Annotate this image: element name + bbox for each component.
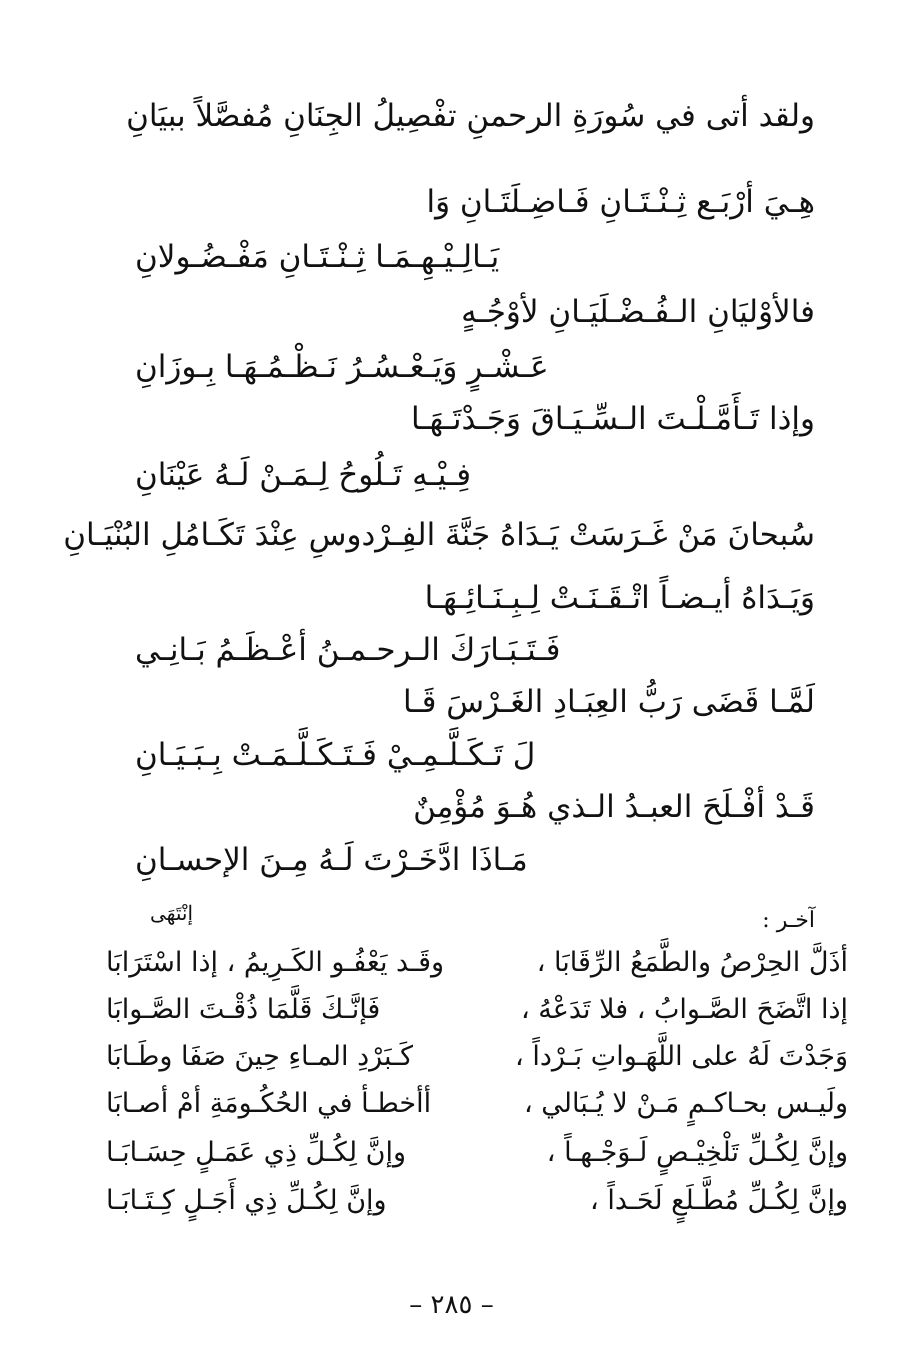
couplet-second-hemistich: فَإنَّـكَ قَلَّمَا ذُقْـتَ الصَّـوابَا <box>106 994 381 1025</box>
couplet-second-hemistich: وقَـد يَعْفُـو الكَـرِيمُ ، إذا اسْتَرَابَا <box>106 947 445 978</box>
poem2-line-6: مَـاذَا ادَّخَـرْتَ لَـهُ مِـنَ الإحسـانِ <box>135 842 528 878</box>
poem-line-2: يَـالِـيْـهِـمَـا ثِـنْـتَـانِ مَفْـضُـولانِ <box>135 239 500 275</box>
couplet-first-hemistich: إذا اتَّضَحَ الصَّـوابُ ، فلا تَدَعْهُ ، <box>520 994 848 1025</box>
other-poem-label: آخـر : <box>762 908 815 933</box>
poem2-line-1: وَيَـدَاهُ أيـضـاً اتْـقَـنَـتْ لِـبِـنَـائِـهَـا <box>424 580 815 616</box>
couplet-first-hemistich: وإنَّ لِكُـلِّ تَلْخِيْـصٍ لَـوَجْـهـاً ، <box>546 1137 848 1168</box>
couplet-second-hemistich: وإنَّ لِكُـلِّ ذِي عَمَـلٍ حِسَـابَـا <box>106 1137 406 1168</box>
closing-line: سُبحانَ مَنْ غَـرَسَتْ يَـدَاهُ جَنَّةَ الفِـرْدوسِ عِنْدَ تَكَـامُلِ البُنْيَـانِ <box>63 517 815 553</box>
poem-line-1: هِـيَ أرْبَـع ثِـنْـتَـانِ فَـاضِـلَتَـانِ وَا <box>426 184 815 220</box>
poem-line-3: فالأوْليَانِ الـفُـضْـلَيَـانِ لأوْجُـهٍ <box>461 294 815 330</box>
poem-line-5: وإذا تَـأَمَّـلْـتَ الـسِّـيَـاقَ وَجَـدْتَـهَـا <box>410 401 815 437</box>
poem-line-4: عَـشْـرٍ وَيَـعْـسُـرُ نَـظْـمُـهَـا بِـوزَانِ <box>135 349 549 385</box>
intro-line: ولقد أتى في سُورَةِ الرحمنِ تفْصِيلُ الجِنَانِ مُفصَّلاً ببيَانِ <box>126 98 815 134</box>
couplet <box>0 940 903 986</box>
poem2-line-2: فَـتَـبَـارَكَ الـرحـمـنُ أعْـظَـمُ بَـانِـي <box>135 632 561 668</box>
couplet-first-hemistich: وَجَدْتَ لَهُ على اللَّهَـواتِ بَـرْداً ، <box>515 1041 848 1072</box>
poem2-line-5: قَـدْ أفْـلَحَ العبـدُ الـذي هُـوَ مُؤْمِنٌ <box>413 789 815 825</box>
couplet-first-hemistich: أذَلَّ الحِرْصُ والطَّمَعُ الرِّقَابَا ، <box>536 947 848 978</box>
couplet-second-hemistich: كَـبَرْدِ المـاءِ حِينَ صَفَا وطَـابَا <box>106 1041 413 1072</box>
couplet-first-hemistich: ولَيـس بحـاكـمٍ مَـنْ لا يُـبَالي ، <box>523 1088 848 1119</box>
couplet-second-hemistich: أأخطـأ في الحُكُـومَةِ أمْ أصـابَا <box>106 1088 432 1119</box>
page-number: – ٢٨٥ – <box>409 1290 494 1320</box>
poem2-line-4: لَ تَـكَـلَّـمِـيْ فَـتَـكَـلَّـمَـتْ بِـبَـيَـانِ <box>135 737 536 773</box>
couplet <box>0 987 903 1033</box>
couplet <box>0 1178 903 1224</box>
couplet-first-hemistich: وإنَّ لِكُـلِّ مُطَّـلَعٍ لَحَـداً ، <box>590 1185 848 1216</box>
poem2-line-3: لَمَّـا قَضَى رَبُّ العِبَـادِ الغَـرْسَ قَـا <box>403 684 815 720</box>
ending-note: إنْتَهَى <box>150 901 194 925</box>
couplet <box>0 1130 903 1176</box>
couplet-second-hemistich: وإنَّ لِكُـلِّ ذِي أَجَـلٍ كِـتَـابَـا <box>106 1185 387 1216</box>
couplet <box>0 1034 903 1080</box>
poem-line-6: فِـيْـهِ تَـلُوحُ لِـمَـنْ لَـهُ عَيْنَانِ <box>135 457 472 493</box>
couplet <box>0 1081 903 1127</box>
